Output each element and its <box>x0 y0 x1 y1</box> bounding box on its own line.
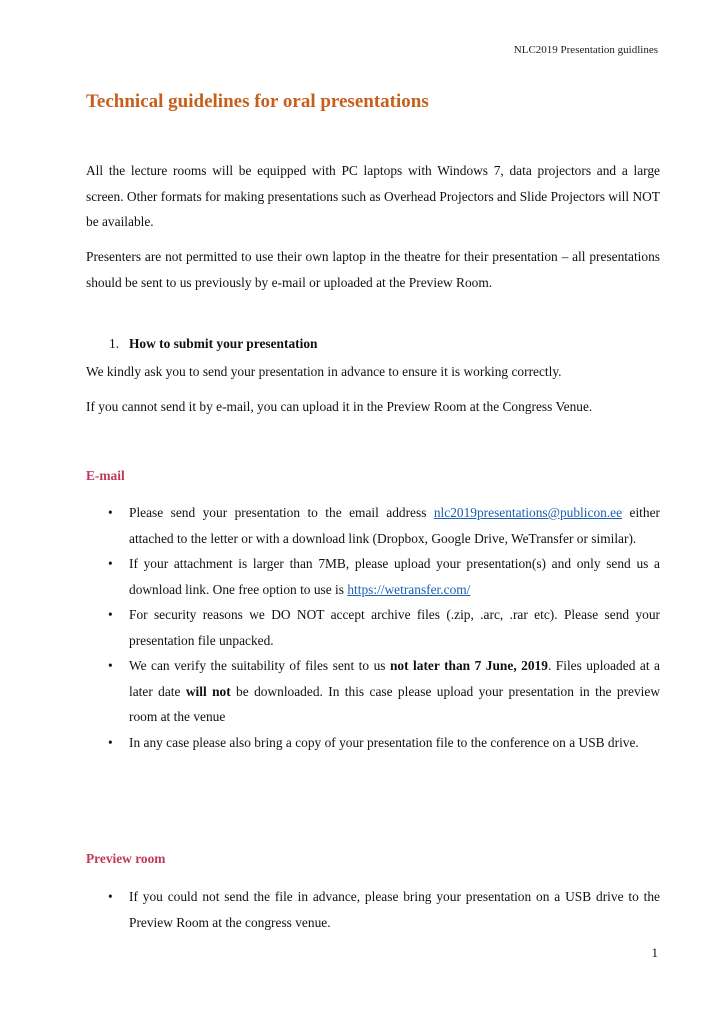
bullet-icon: • <box>108 889 113 904</box>
list-item: • Please send your presentation to the email address nlc2019presentations@publicon.ee either attached to the letter or with a download link (Dropbox, Google Drive, WeTransfer or similar). <box>108 500 660 551</box>
intro-paragraph-2: Presenters are not permitted to use their own laptop in the theatre for their presentation – all presentations should be sent to us previously by e-mail or uploaded at the Preview Room. <box>86 249 660 290</box>
section-1-heading <box>109 335 317 353</box>
list-item: • If your attachment is larger than 7MB, please upload your presentation(s) and only send us a download link. One free option to use is https://wetransfer.com/ <box>108 551 660 602</box>
section-1-number: 1. <box>109 336 120 351</box>
page-title: Technical guidelines for oral presentations <box>86 91 429 112</box>
bullet-icon: • <box>108 734 113 750</box>
list-item: • We can verify the suitability of files sent to us not later than 7 June, 2019. Files uploaded at a later date will not be downloaded. In this case please upload your presentation in the preview room at the venue <box>108 653 660 730</box>
email-address-link[interactable]: nlc2019presentations@publicon.ee <box>433 505 623 520</box>
bullet-icon: • <box>108 556 113 571</box>
email-bullet-list <box>108 500 660 755</box>
wetransfer-link[interactable]: https://wetransfer.com/ <box>347 581 471 597</box>
list-item: • If you could not send the file in advance, please bring your presentation on a USB drive to the Preview Room at the congress venue. <box>108 884 660 935</box>
bullet-icon: • <box>108 505 113 520</box>
intro-paragraph-1: All the lecture rooms will be equipped with PC laptops with Windows 7, data projectors and a large screen. Other formats for making presentations such as Overhead Projectors and Slide Projectors will NOT be available. <box>86 163 660 229</box>
section-1-paragraph-2: If you cannot send it by e-mail, you can upload it in the Preview Room at the Congress Venue. <box>86 399 593 414</box>
section-1-title: How to submit your presentation <box>129 336 318 351</box>
will-not-text: will not <box>185 683 231 699</box>
list-item: • In any case please also bring a copy of your presentation file to the conference on a USB drive. <box>108 730 660 756</box>
preview-room-heading: Preview room <box>86 851 166 866</box>
email-heading: E-mail <box>86 468 125 483</box>
running-header: NLC2019 Presentation guidlines <box>513 44 658 56</box>
bullet-icon: • <box>108 658 113 673</box>
preview-bullet-list <box>108 884 660 935</box>
bullet-icon: • <box>108 607 113 622</box>
list-item: • For security reasons we DO NOT accept archive files (.zip, .arc, .rar etc). Please send your presentation file unpacked. <box>108 602 660 653</box>
deadline-text: not later than 7 June, 2019 <box>389 658 548 673</box>
section-1-paragraph-1: We kindly ask you to send your presentation in advance to ensure it is working correctly. <box>86 364 562 379</box>
page-number: 1 <box>651 945 658 960</box>
